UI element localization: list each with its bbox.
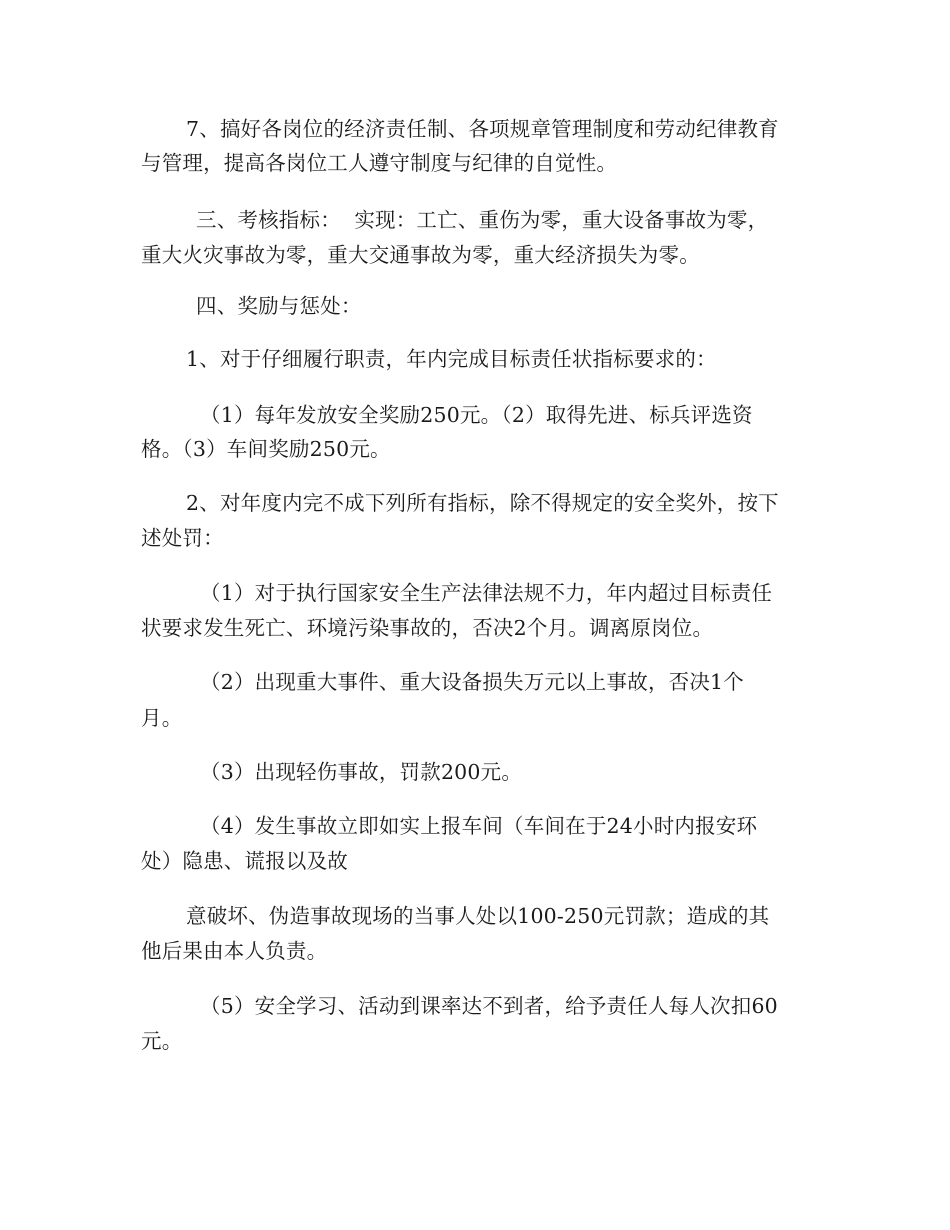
- text-line: （1）每年发放安全奖励250元。（2）取得先进、标兵评选资: [200, 403, 753, 427]
- section-heading-line: 四、奖励与惩处：: [196, 294, 362, 318]
- text-line: 重大火灾事故为零，重大交通事故为零，重大经济损失为零。: [141, 243, 700, 267]
- text-line: 他后果由本人负责。: [141, 939, 328, 963]
- text-line: 7、搞好各岗位的经济责任制、各项规章管理制度和劳动纪律教育: [186, 117, 779, 141]
- text-line: 处）隐患、谎报以及故: [141, 849, 348, 873]
- text-line: 1、对于仔细履行职责，年内完成目标责任状指标要求的：: [186, 347, 717, 371]
- text-line: （4）发生事故立即如实上报车间（车间在于24小时内报安环: [200, 814, 758, 838]
- text-line: 2、对年度内完不成下列所有指标，除不得规定的安全奖外，按下: [186, 491, 779, 515]
- text-line: 意破坏、伪造事故现场的当事人处以100-250元罚款；造成的其: [186, 904, 770, 928]
- text-line: （1）对于执行国家安全生产法律法规不力，年内超过目标责任: [200, 581, 773, 605]
- text-line: （3）出现轻伤事故，罚款200元。: [200, 760, 523, 784]
- text-line: （2）出现重大事件、重大设备损失万元以上事故，否决1个: [200, 670, 744, 694]
- text-line: 格。（3）车间奖励250元。: [141, 437, 391, 461]
- section-heading-line: 三、考核指标： 实现：工亡、重伤为零，重大设备事故为零，: [196, 208, 769, 232]
- text-line: 与管理，提高各岗位工人遵守制度与纪律的自觉性。: [141, 151, 618, 175]
- text-line: 状要求发生死亡、环境污染事故的，否决2个月。调离原岗位。: [141, 616, 714, 640]
- text-line: 元。: [141, 1029, 183, 1053]
- text-line: （5）安全学习、活动到课率达不到者，给予责任人每人次扣60: [200, 994, 778, 1018]
- text-line: 述处罚：: [141, 526, 224, 550]
- text-line: 月。: [141, 706, 183, 730]
